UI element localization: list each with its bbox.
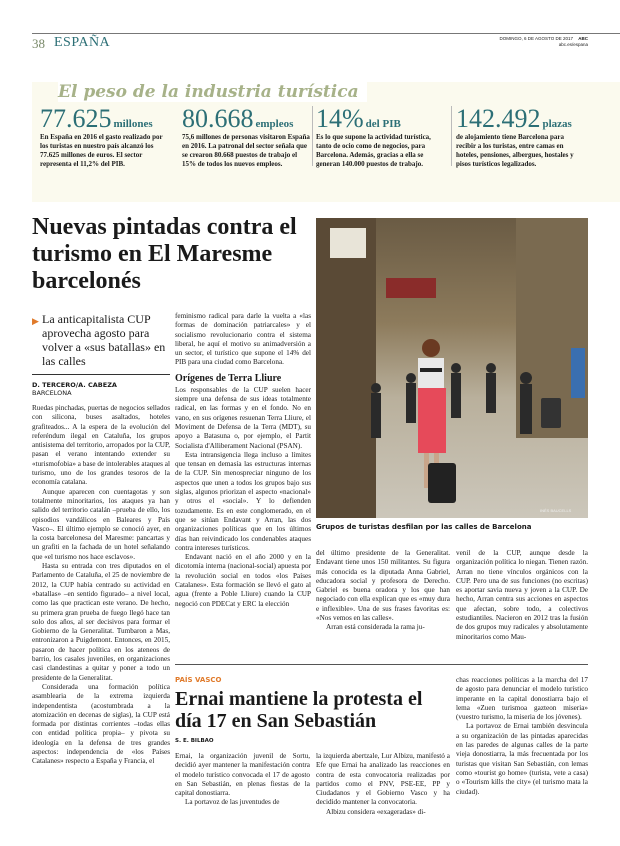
paragraph: del último presidente de la Generalitat. Endavant tiene unos 150 militantes. Su figura más conocida es la diputada Anna Gabriel, educadora social y profesora de Derecho. Gabriel es buena oradora y los que han negociado con ella explican que es «muy dura e inflexible». Una de sus frases favoritas es: «Nos vemos en las calles». [316, 549, 450, 623]
stat-value: 14% [316, 104, 364, 133]
article-column-3 [316, 549, 450, 633]
stat-value: 142.492 [456, 104, 541, 133]
article2-column-2 [316, 752, 450, 817]
paragraph: Aunque aparecen con cuentagotas y son totalmente minoritarios, los ataques ya han salido del territorio catalán –prueba de ello, los episodios vandálicos en Baleares y País Vasco–. El último ejemplo se conoció ayer, en la costa barcelonesa del Maresme: pancartas y un grafiti en la fachada de un hotel señalando que «el turismo nos hace esclavos». [32, 487, 170, 561]
article2-headline: Ernai mantiene la protesta el día 17 en San Sebastián [175, 688, 423, 732]
photo-credit: INÉS BAUCELLS [540, 508, 572, 513]
paragraph: Los responsables de la CUP suelen hacer siempre una defensa de sus ideas totalmente radical, en las formas y en el fondo. No en vano, en sus orígenes resuenan Terra Lliure, el Moviment de Defensa de la Terra (MDT), su apoyo a Batasuna o, por ejemplo, el Partit Socialista d'Alliberament Nacional (PSAN). [175, 385, 311, 450]
header-rule [32, 33, 620, 34]
paragraph: La portavoz de las juventudes de [185, 798, 280, 807]
paragraph: Endavant nació en el año 2000 y en la dicotomía interna (nacional-social) apuesta por la revolución social en todos «los Países Catalanes». Esta formación se llevó el gato al agua (frente a Poble Lliure) cuando la CUP negoció con PDECat y ERC la elección [175, 553, 311, 608]
paragraph: Albizu considera «exageradas» di- [326, 807, 426, 816]
location: BARCELONA [32, 389, 72, 397]
triangle-bullet-icon: ▶ [32, 316, 39, 326]
stat-item [182, 106, 310, 169]
page-number: 38 [32, 36, 45, 51]
paragraph: La portavoz de Ernai también desvincula a su organización de las pintadas aparecidas en las paredes de algunas calles de la parte vieja donostiarra, la más frecuentada por los turistas que visitan San Sebastián, con lemas como «tourist go home» (turista, vete a casa) o «Tourism kills the city» (el turismo mata la ciudad). [456, 722, 588, 796]
article-headline: Nuevas pintadas contra el turismo en El Maresme barcelonés [32, 214, 297, 294]
subhead-text: La anticapitalista CUP aprovecha agosto para volver a «sus batallas» en las calles [42, 312, 166, 368]
paragraph: Ernai, la organización juvenil de Sortu, decidió ayer mantener la manifestación contra el modelo turístico convocada el 17 de agosto en San Sebastián, en plenas fiestas de la capital donostiarra. [175, 752, 310, 798]
paragraph: Hasta su entrada con tres diputados en el Parlamento de Cataluña, el 25 de noviembre de 2012, la CUP había centrado su actividad en «batallas» –en sentido figurado– a nivel local, como las que practican este verano. De hecho, su primera gran prueba de fuego llegó hace tan solo dos años, al ser decisivos para formar el Gobierno de la Generalitat. Tumbaron a Mas, entronizaron a Puigdemont. Entonces, en 2015, pasaron de hacer política en los ateneos de barrio, los casales juveniles, en organizaciones casi clandestinas a quitar y poner a todo un presidente de la Generalitat. [32, 562, 170, 682]
stat-value: 80.668 [182, 104, 254, 133]
stat-text: de alojamiento tiene Barcelona para recibir a los turistas, entre camas en hoteles, pensiones, albergues, hostales y pisos turísticos legalizados. [456, 133, 574, 168]
section-heading: Orígenes de Terra Lliure [175, 372, 282, 384]
stat-unit: del PIB [365, 118, 401, 130]
brand: ABC [578, 36, 588, 41]
article-column-4 [456, 549, 588, 642]
stat-unit: empleos [255, 118, 294, 130]
photo-illustration [316, 218, 588, 518]
paragraph: chas reacciones políticas a la marcha del 17 de agosto para denunciar el modelo turístico imperante en la capital donostiarra bajo el lema «Zuen turismoa gazteon miseria» (vuestro turismo, la miseria de los jóvenes). [456, 676, 588, 722]
paragraph: Considerada una formación política asamblearia de la extrema izquierda independentista (acostumbrada a la atomización en decenas de siglas), la CUP está formada por distintas corrientes –todas ellas con entidad política propia– y pivota su ideología en la defensa de tres grandes aspectos: independencia de «los Países Catalanes» respecto a España y Francia, el [32, 682, 170, 766]
photo-caption: Grupos de turistas desfilan por las calles de Barcelona [316, 523, 532, 531]
article2-column-3 [456, 676, 588, 797]
paragraph: Ruedas pinchadas, puertas de negocios sellados con silicona, buses asaltados, hoteles grafiteados... A la espera de la evolución del referéndum ilegal en Cataluña, los grupos antisistema del territorio, arropados por la CUP, pasan el verano intentando extender su «turismofobia» a base de intolerables ataques al turismo, uno de los grandes tesoros de la economía catalana. [32, 404, 170, 487]
article-column-2 [175, 312, 311, 609]
header-date [500, 36, 588, 48]
stats-title: El peso de la industria turística [58, 82, 367, 102]
stat-text: 75,6 millones de personas visitaron España en 2016. La patronal del sector señala que se crearon 80.668 puestos de trabajo el 15% de todos los nuevos empleos. [182, 133, 310, 168]
author: D. TERCERO/A. CABEZA [32, 381, 117, 389]
stat-text: Es lo que supone la actividad turística, tanto de ocio como de negocios, para Barcelona. Además, gracias a ella se generan 140.000 puestos de trabajo. [316, 133, 431, 168]
article2-byline: S. E. BILBAO [175, 738, 214, 744]
article-subhead [32, 312, 172, 368]
tourists-photo [316, 218, 588, 518]
stat-item [40, 106, 168, 169]
stat-unit: millones [113, 118, 153, 130]
article2-column-1 [175, 752, 310, 808]
byline [32, 381, 117, 397]
stat-text: En España en 2016 el gasto realizado por los turistas en nuestro país alcanzó los 77.625 millones de euros. El sector representa el 11,2% del PIB. [40, 133, 163, 168]
paragraph: la izquierda abertzale, Lur Albizu, manifestó a Efe que Ernai ha analizado las reacciones en contra de esta convocatoria realizadas por partidos como el PNV, PSE-EE, PP y Ciudadanos y el Gobierno Vasco y ha decidido mantener la convocatoria. [316, 752, 450, 807]
section-url: abc.es/espana [558, 42, 588, 47]
stat-unit: plazas [542, 118, 572, 130]
stat-item [316, 106, 444, 169]
paragraph: venil de la CUP, aunque desde la organización política lo niegan. Tienen razón. Arran no tiene vínculos orgánicos con la CUP. Pero una de sus funciones (no escritas) es aportar savia nueva y joven a la CUP. De hecho, Arran centra sus acciones en aspectos que afectan, sobre todo, a colectivos estudiantiles. Nacieron en 2012 tras la fusión de dos grupos muy radicales y absolutamente minoritarios como Mau- [456, 549, 588, 641]
paragraph: Esta intransigencia llega incluso a límites que tensan en demasía las estructuras internas de la CUP. Sin menospreciar ninguno de los aspectos que unen a todos los grupos bajo sus siglas, algunos priorizan el aspecto «nacional» y otros el «social». Y lo defienden tozudamente. Es en este conglomerado, en el que se sitúan Endavant y Arran, las dos organizaciones políticas que en los últimos días han reivindicado los condenables ataques contra intereses turísticos. [175, 450, 311, 552]
paragraph: Arran está considerada la rama ju- [326, 623, 425, 632]
stat-separator [451, 106, 452, 166]
paragraph: feminismo radical para darle la vuelta a «las formas de dominación patriarcales» y el socialismo revolucionario contra el sistema liberal, he aquí el motivo su animadversión a un sector, el turístico que supone el 14% del PIB para una ciudad como Barcelona. [175, 312, 311, 367]
stat-value: 77.625 [40, 104, 112, 133]
stat-separator [312, 106, 313, 166]
article-column-1 [32, 404, 170, 767]
stat-item [456, 106, 584, 169]
byline-rule [32, 374, 170, 375]
kicker: PAÍS VASCO [175, 676, 222, 684]
article-divider [175, 664, 588, 665]
section-title: ESPAÑA [54, 35, 111, 50]
date-text: DOMINGO, 6 DE AGOSTO DE 2017 [499, 36, 573, 41]
